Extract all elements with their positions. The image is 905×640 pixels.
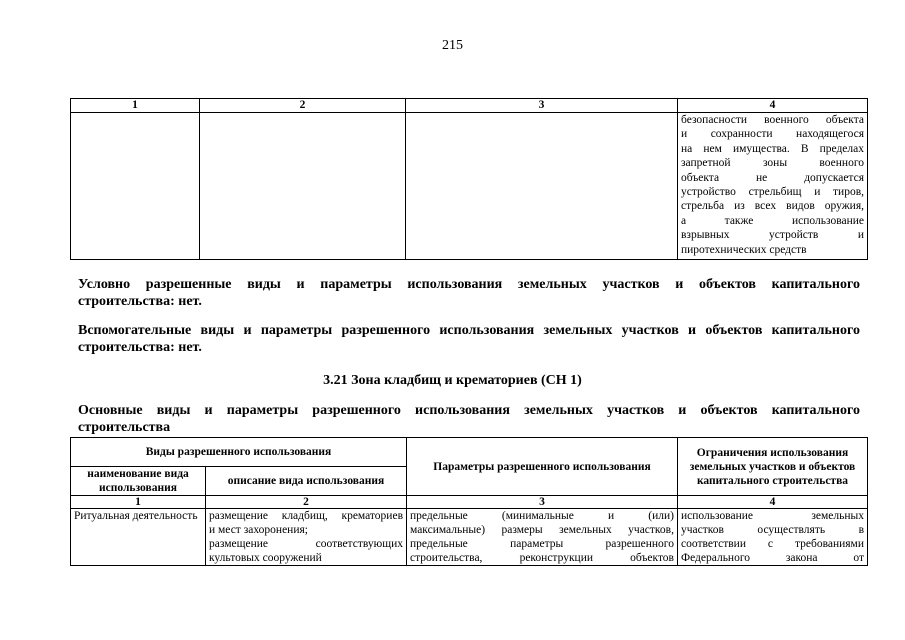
section-title: 3.21 Зона кладбищ и крематориев (СН 1) xyxy=(323,373,582,388)
header-restrictions: Ограничения использования земельных участков и объектов капитального строительства xyxy=(678,438,868,496)
text-line: на нем имущества. В пределах xyxy=(681,142,864,155)
text-line: размещение кладбищ, крематориев xyxy=(209,510,403,522)
text-line: предельные (минимальные и (или) xyxy=(410,510,674,522)
column-number-2: 2 xyxy=(200,99,406,113)
column-number-4: 4 xyxy=(678,99,868,113)
text-line: пиротехнических средств xyxy=(681,243,807,256)
table-row xyxy=(71,509,868,566)
column-number-2: 2 xyxy=(206,496,407,509)
restrictions-cell xyxy=(678,113,868,260)
column-number-3: 3 xyxy=(406,99,678,113)
text-line: соответствии с требованиями xyxy=(681,538,864,550)
text-line: объекта не допускается xyxy=(681,171,864,184)
header-use-description: описание вида использования xyxy=(206,467,407,496)
text-line: стрельба из всех видов оружия, xyxy=(681,200,864,213)
text-line: строительства xyxy=(78,420,171,435)
text-line: Основные виды и параметры разрешенного использования земельных участков и объектов капитального xyxy=(78,403,860,418)
column-number-3: 3 xyxy=(407,496,678,509)
text-line: участков осуществлять в xyxy=(681,524,864,536)
table-row xyxy=(71,113,868,260)
text-line: строительства: нет. xyxy=(78,340,202,355)
text-line: использование земельных xyxy=(681,510,864,522)
page-number: 215 xyxy=(442,38,463,53)
use-description-cell xyxy=(206,509,407,566)
text-line: строительства, реконструкции объектов xyxy=(410,552,674,564)
column-number-1: 1 xyxy=(71,99,200,113)
text-line: и мест захоронения; xyxy=(209,524,308,536)
column-number-row xyxy=(71,99,868,113)
auxiliary-uses-paragraph xyxy=(78,322,860,356)
table-header-row xyxy=(71,438,868,467)
column-number-4: 4 xyxy=(678,496,868,509)
main-uses-paragraph xyxy=(78,402,860,436)
column-number-row xyxy=(71,496,868,509)
text-line: запретной зоны военного xyxy=(681,157,864,170)
text-line: Условно разрешенные виды и параметры использования земельных участков и объектов капитального xyxy=(78,277,860,292)
text-line: предельные параметры разрешенного xyxy=(410,538,674,550)
empty-cell-1 xyxy=(71,113,200,260)
parameters-cell xyxy=(407,509,678,566)
text-line: Вспомогательные виды и параметры разрешенного использования земельных участков и объектов капитального xyxy=(78,323,860,338)
column-number-1: 1 xyxy=(71,496,206,509)
land-use-table xyxy=(70,437,868,566)
continuation-table xyxy=(70,98,868,260)
text-line: размещение соответствующих xyxy=(209,538,403,550)
text-line: максимальные) размеры земельных участков, xyxy=(410,524,674,536)
use-name-cell: Ритуальная деятельность xyxy=(71,509,206,566)
empty-cell-3 xyxy=(406,113,678,260)
text-line: устройство стрельбищ и тиров, xyxy=(681,186,864,199)
text-line: а также использование xyxy=(681,214,864,227)
header-permitted-uses: Виды разрешенного использования xyxy=(71,438,407,467)
text-line: Федерального закона от xyxy=(681,552,864,564)
header-parameters: Параметры разрешенного использования xyxy=(407,438,678,496)
header-use-name: наименование вида использования xyxy=(71,467,206,496)
restrictions-cell xyxy=(678,509,868,566)
text-line: взрывных устройств и xyxy=(681,229,864,242)
text-line: строительства: нет. xyxy=(78,294,202,309)
text-line: культовых сооружений xyxy=(209,552,322,564)
conditional-uses-paragraph xyxy=(78,276,860,310)
text-line: и сохранности находящегося xyxy=(681,128,864,141)
text-line: безопасности военного объекта xyxy=(681,114,864,126)
empty-cell-2 xyxy=(200,113,406,260)
